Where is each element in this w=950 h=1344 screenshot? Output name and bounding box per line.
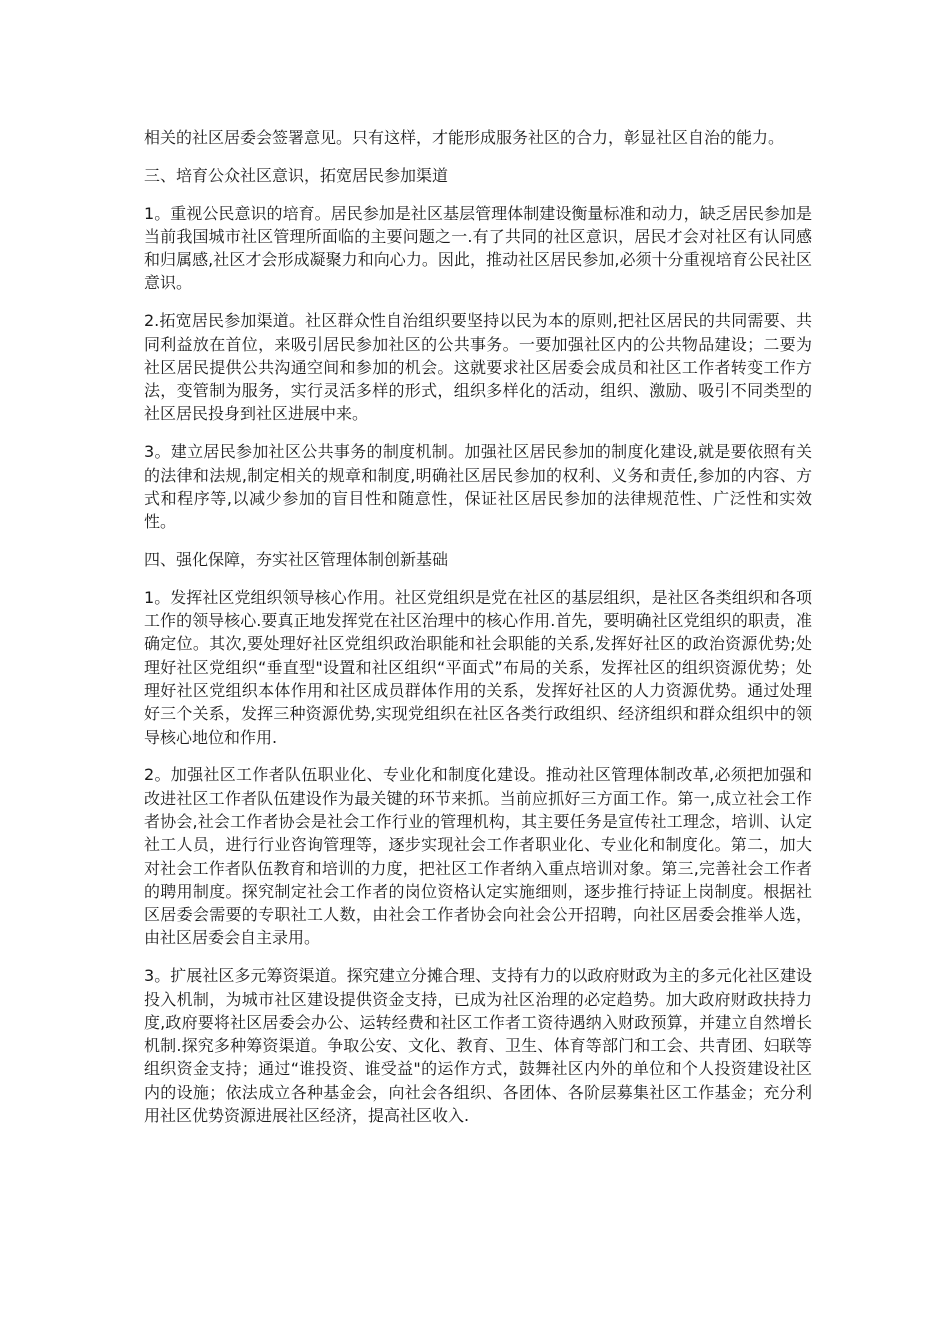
- paragraph: 相关的社区居委会签署意见。只有这样，才能形成服务社区的合力，彰显社区自治的能力。: [144, 128, 785, 147]
- paragraph: 3。建立居民参加社区公共事务的制度机制。加强社区居民参加的制度化建设,就是要依照有关的法律和法规,制定相关的规章和制度,明确社区居民参加的权利、义务和责任,参加的内容、方式和程序等,以减少参加的盲目性和随意性，保证社区居民参加的法律规范性、广泛性和实效性。: [144, 442, 812, 532]
- section-heading: 三、培育公众社区意识，拓宽居民参加渠道: [144, 165, 449, 185]
- document-body: [144, 126, 812, 1142]
- section-heading: 四、强化保障，夯实社区管理体制创新基础: [144, 549, 449, 569]
- paragraph: 1。发挥社区党组织领导核心作用。社区党组织是党在社区的基层组织，是社区各类组织和各项工作的领导核心.要真正地发挥党在社区治理中的核心作用.首先，要明确社区党组织的职责，准确定位。其次,要处理好社区党组织政治职能和社会职能的关系,发挥好社区的政治资源优势;处理好社区党组织“垂直型"设置和社区组织“平面式”布局的关系，发挥社区的组织资源优势；处理好社区党组织本体作用和社区成员群体作用的关系，发挥好社区的人力资源优势。通过处理好三个关系，发挥三种资源优势,实现党组织在社区各类行政组织、经济组织和群众组织中的领导核心地位和作用.: [144, 587, 812, 747]
- paragraph: 1。重视公民意识的培育。居民参加是社区基层管理体制建设衡量标准和动力，缺乏居民参加是当前我国城市社区管理所面临的主要问题之一.有了共同的社区意识，居民才会对社区有认同感和归属感,社区才会形成凝聚力和向心力。因此，推动社区居民参加,必须十分重视培育公民社区意识。: [144, 203, 812, 293]
- paragraph: 2.拓宽居民参加渠道。社区群众性自治组织要坚持以民为本的原则,把社区居民的共同需要、共同利益放在首位，来吸引居民参加社区的公共事务。一要加强社区内的公共物品建设；二要为社区居民提供公共沟通空间和参加的机会。这就要求社区居委会成员和社区工作者转变工作方法，变管制为服务，实行灵活多样的形式，组织多样化的活动，组织、激励、吸引不同类型的社区居民投身到社区进展中来。: [144, 311, 812, 424]
- paragraph: 2。加强社区工作者队伍职业化、专业化和制度化建设。推动社区管理体制改革,必须把加强和改进社区工作者队伍建设作为最关键的环节来抓。当前应抓好三方面工作。第一,成立社会工作者协会,社会工作者协会是社会工作行业的管理机构，其主要任务是宣传社工理念，培训、认定社工人员，进行行业咨询管理等，逐步实现社会工作者职业化、专业化和制度化。第二，加大对社会工作者队伍教育和培训的力度，把社区工作者纳入重点培训对象。第三,完善社会工作者的聘用制度。探究制定社会工作者的岗位资格认定实施细则，逐步推行持证上岗制度。根据社区居委会需要的专职社工人数，由社会工作者协会向社会公开招聘，向社区居委会推举人选，由社区居委会自主录用。: [144, 765, 812, 948]
- paragraph: 3。扩展社区多元筹资渠道。探究建立分摊合理、支持有力的以政府财政为主的多元化社区建设投入机制，为城市社区建设提供资金支持，已成为社区治理的必定趋势。加大政府财政扶持力度,政府要将社区居委会办公、运转经费和社区工作者工资待遇纳入财政预算，并建立自然增长机制.探究多种筹资渠道。争取公安、文化、教育、卫生、体育等部门和工会、共青团、妇联等组织资金支持；通过“谁投资、谁受益"的运作方式，鼓舞社区内外的单位和个人投资建设社区内的设施；依法成立各种基金会，向社会各组织、各团体、各阶层募集社区工作基金；充分利用社区优势资源进展社区经济，提高社区收入.: [144, 966, 812, 1125]
